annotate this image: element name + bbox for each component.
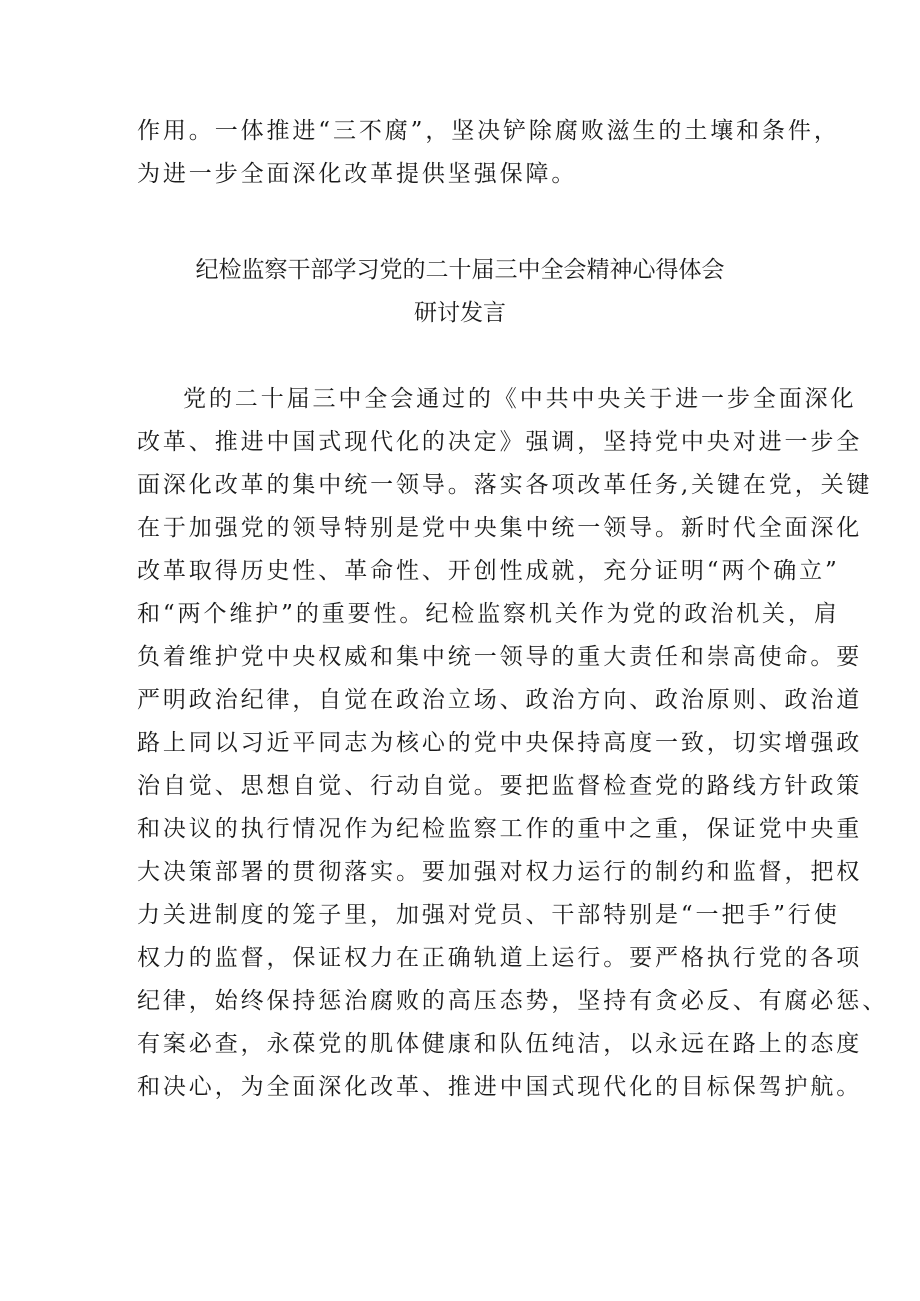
body-paragraph-line: 纪律，始终保持惩治腐败的高压态势，坚持有贪必反、有腐必惩、 (137, 988, 889, 1014)
prev-paragraph-line: 为进一步全面深化改革提供坚强保障。 (137, 161, 578, 187)
body-paragraph-line: 权力的监督，保证权力在正确轨道上运行。要严格执行党的各项 (137, 945, 863, 971)
body-paragraph-line: 和决议的执行情况作为纪检监察工作的重中之重，保证党中央重 (137, 816, 863, 842)
prev-paragraph-line: 作用。一体推进“三不腐”，坚决铲除腐败滋生的土壤和条件， (137, 118, 840, 144)
section-title-line-2: 研讨发言 (414, 300, 506, 326)
body-paragraph-line: 党的二十届三中全会通过的《中共中央关于进一步全面深化 (183, 386, 857, 412)
body-paragraph-line: 路上同以习近平同志为核心的党中央保持高度一致，切实增强政 (137, 730, 863, 756)
body-paragraph-line: 大决策部署的贯彻落实。要加强对权力运行的制约和监督，把权 (137, 859, 863, 885)
body-paragraph-line: 有案必查，永葆党的肌体健康和队伍纯洁，以永远在路上的态度 (137, 1031, 863, 1057)
body-paragraph-line: 面深化改革的集中统一领导。落实各项改革任务,关键在党，关键 (137, 472, 873, 498)
body-paragraph-line: 负着维护党中央权威和集中统一领导的重大责任和崇高使命。要 (137, 644, 863, 670)
body-paragraph-line: 治自觉、思想自觉、行动自觉。要把监督检查党的路线方针政策 (137, 773, 863, 799)
body-paragraph-line: 改革取得历史性、革命性、开创性成就，充分证明“两个确立” (137, 558, 840, 584)
section-title-line-1: 纪检监察干部学习党的二十届三中全会精神心得体会 (195, 257, 725, 283)
body-paragraph-line: 严明政治纪律，自觉在政治立场、政治方向、政治原则、政治道 (137, 687, 863, 713)
body-paragraph-line: 和决心，为全面深化改革、推进中国式现代化的目标保驾护航。 (137, 1074, 863, 1100)
body-paragraph-line: 改革、推进中国式现代化的决定》强调，坚持党中央对进一步全 (137, 429, 863, 455)
body-paragraph-line: 在于加强党的领导特别是党中央集中统一领导。新时代全面深化 (137, 515, 863, 541)
body-paragraph-line: 和“两个维护”的重要性。纪检监察机关作为党的政治机关，肩 (137, 601, 840, 627)
body-paragraph-line: 力关进制度的笼子里，加强对党员、干部特别是“一把手”行使 (137, 902, 840, 928)
